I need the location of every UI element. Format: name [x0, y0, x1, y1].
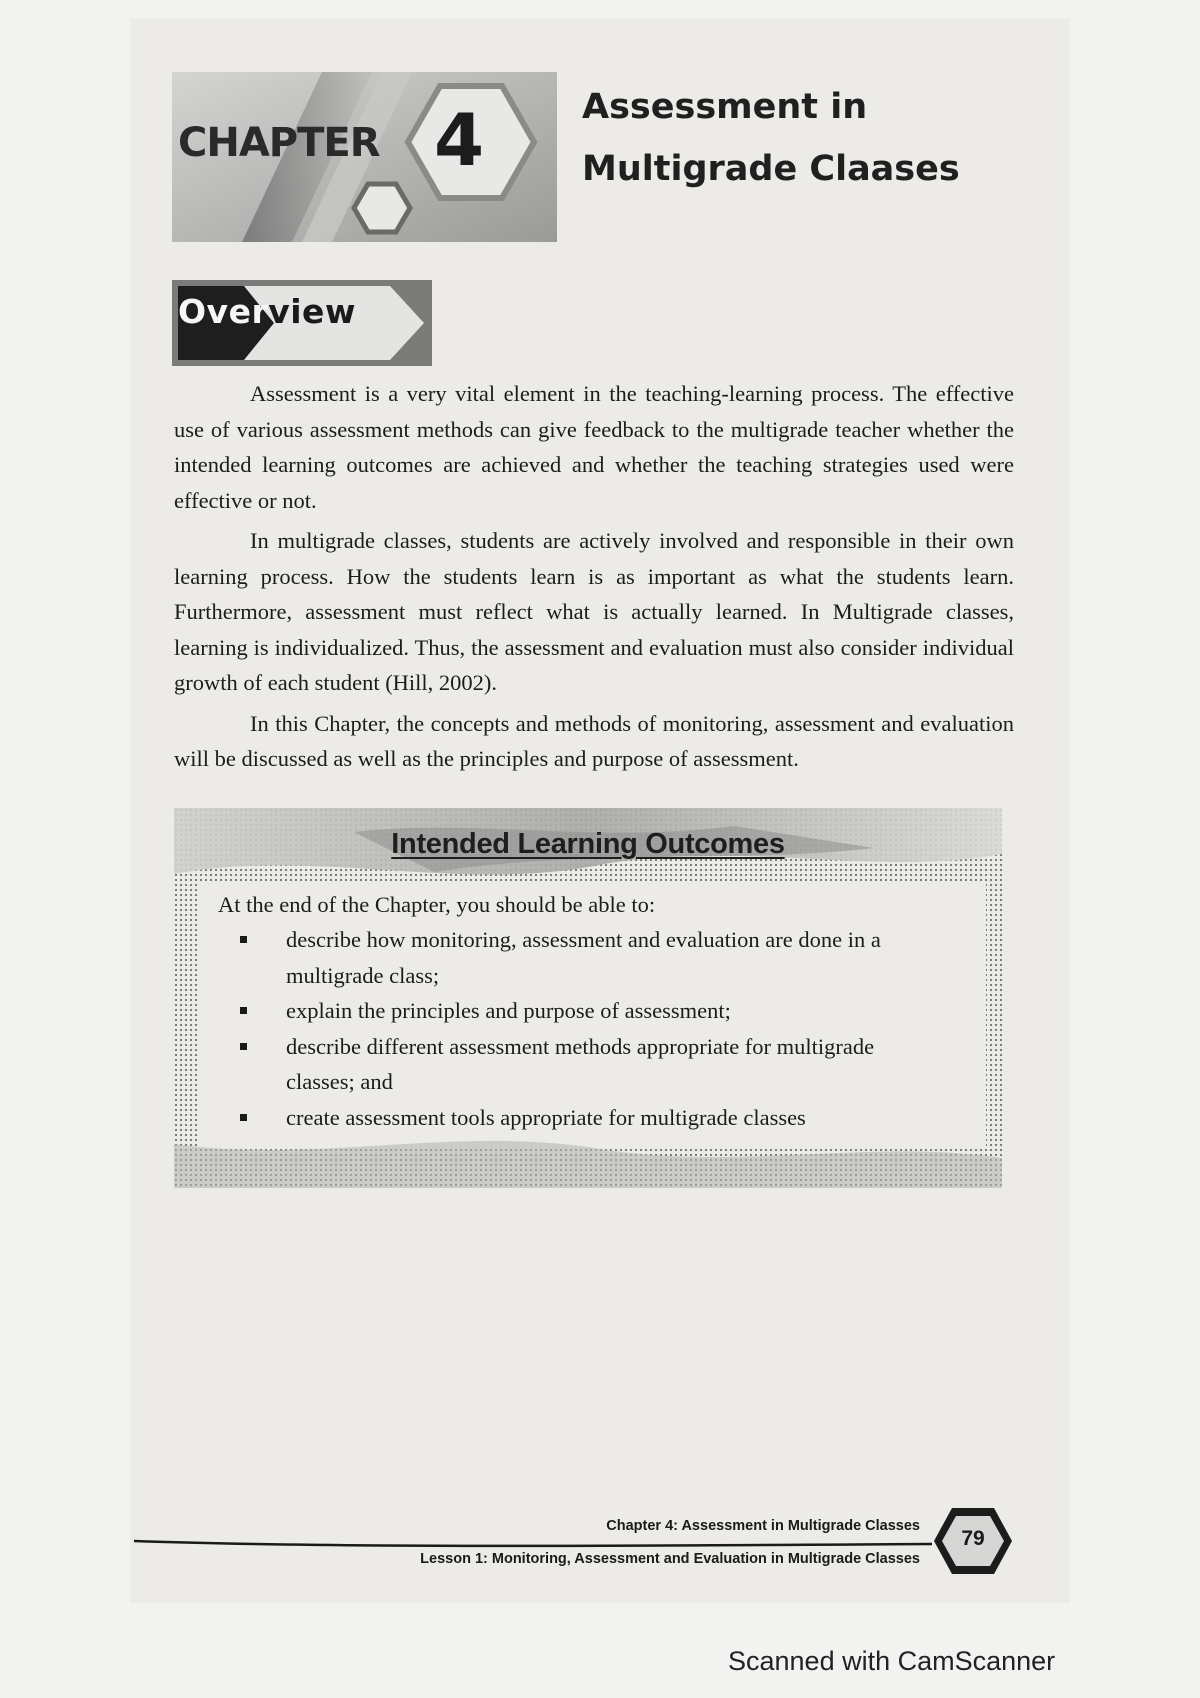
- list-item: [240, 993, 930, 1029]
- chapter-title: [582, 76, 1002, 200]
- list-item-text: explain the principles and purpose of assessment;: [286, 998, 731, 1023]
- bullet-icon: [240, 1114, 247, 1121]
- outcomes-title-text: Intended Learning Outcomes: [391, 828, 785, 860]
- overview-heading-dark-part: Over: [178, 292, 269, 331]
- paragraph: In this Chapter, the concepts and methods of monitoring, assessment and evaluation will be discussed as well as the principles and purpose of assessment.: [174, 710, 1014, 771]
- list-item-text: describe how monitoring, assessment and evaluation are done in a multigrade class;: [286, 927, 881, 988]
- chapter-label: CHAPTER: [178, 120, 380, 166]
- chapter-title-line1: Assessment in: [582, 87, 868, 127]
- bullet-icon: [240, 1007, 247, 1014]
- outcomes-list: [240, 922, 930, 1135]
- paragraph: In multigrade classes, students are actively involved and responsible in their own learning process. How the students learn is as important as what the students learn. Furthermore, assessment must reflect what is actually learned. In Multigrade classes, learning is individualized. Thus, the assessment and evaluation must also consider individual growth of each student (Hill, 2002).: [174, 528, 1014, 695]
- bullet-icon: [240, 936, 247, 943]
- overview-heading-light-part: view: [268, 292, 356, 331]
- outcomes-intro: At the end of the Chapter, you should be able to:: [218, 892, 656, 917]
- footer-chapter: Chapter 4: Assessment in Multigrade Classes: [606, 1518, 920, 1534]
- page-number: 79: [961, 1527, 985, 1550]
- list-item: [240, 1029, 930, 1100]
- list-item-text: create assessment tools appropriate for multigrade classes: [286, 1104, 806, 1130]
- list-item-text: describe different assessment methods appropriate for multigrade classes; and: [286, 1033, 875, 1094]
- bullet-icon: [240, 1043, 247, 1050]
- chapter-number: 4: [433, 98, 485, 182]
- overview-heading: [178, 292, 356, 331]
- scanner-watermark: Scanned with CamScanner: [728, 1646, 1056, 1676]
- paragraph: Assessment is a very vital element in the teaching-learning process. The effective use of various assessment methods can give feedback to the multigrade teacher whether the intended learning outcomes are achieved and whether the teaching strategies used were effective or not.: [174, 381, 1014, 513]
- overview-body: [174, 376, 1014, 782]
- footer-lesson: Lesson 1: Monitoring, Assessment and Evaluation in Multigrade Classes: [420, 1551, 920, 1567]
- outcomes-title: [174, 828, 1002, 861]
- footer-rule: [134, 1536, 934, 1550]
- list-item: [240, 922, 930, 993]
- learning-outcomes-box: [174, 808, 1002, 1188]
- chapter-title-line2: Multigrade Claases: [582, 149, 960, 189]
- list-item: [240, 1100, 930, 1136]
